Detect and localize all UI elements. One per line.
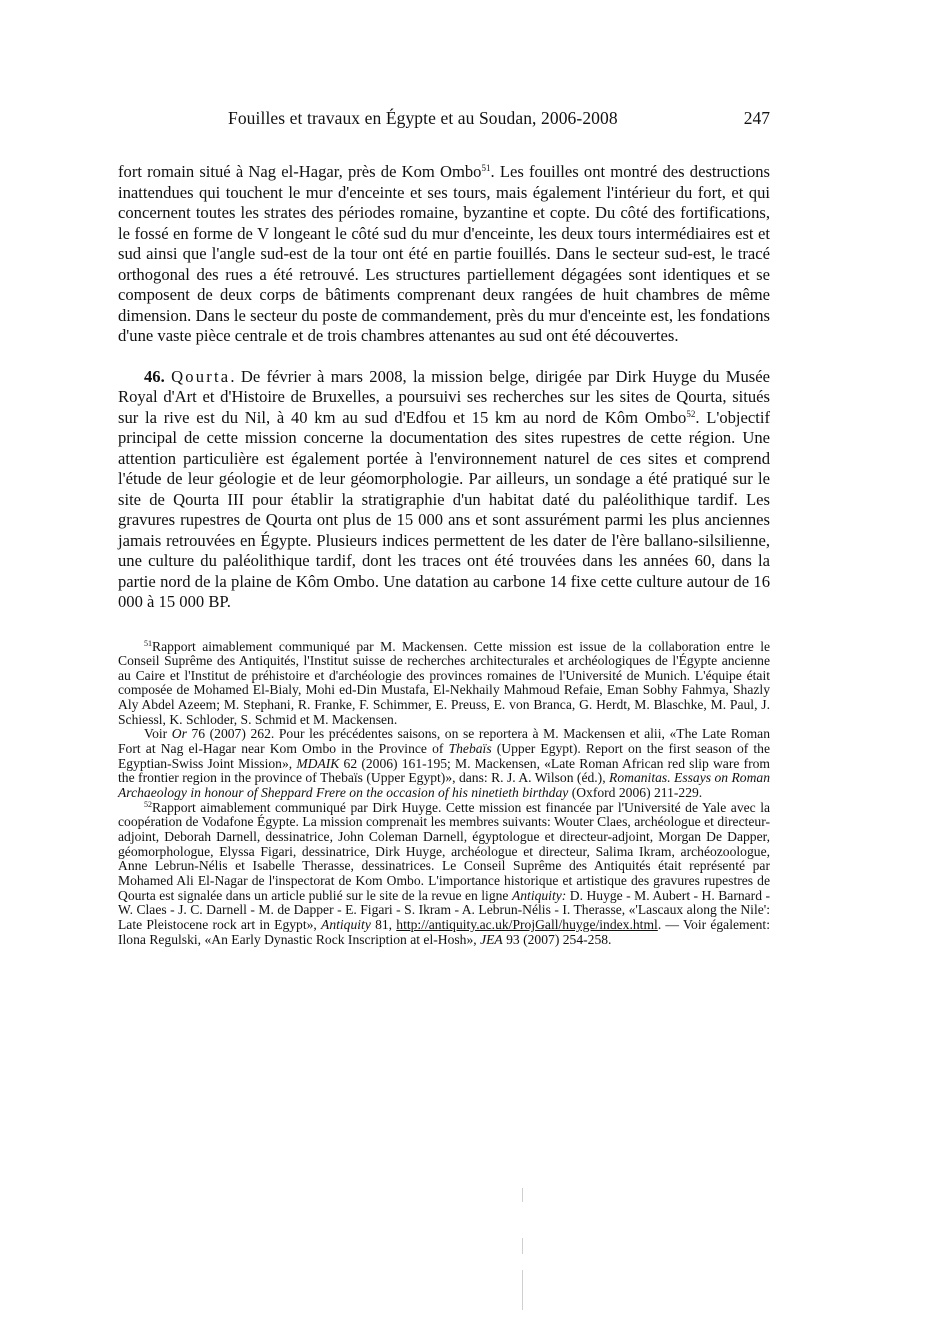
footnote-text: Rapport aimablement communiqué par Dirk Huyge. Cette mission est financée par l'Université de Yale avec la coopération de Vodafone Égypte. La mission comprenait les membres suivants: Wouter Claes, archéologue et directeur-adjoint, Deborah Darnell, dessinatrice, John Coleman Darnell, égyptologue et directeur-adjoint, Morgan De Dapper, géomorphologue, Elyssa Figari, dessinatrice, Dirk Huyge, archéologue et directeur, Salima Ikram, archéozoologue, Anne Lebrun-Nélis et Isabelle Therasse, dessinatrices. Le Conseil Suprême des Antiquités était représenté par Mohamed Ali El-Nagar de l'inspectorat de Kom Ombo. L'importance historique et artistique des gravures rupestres de Qourta est signalée dans un article publié sur le site de la revue en ligne: [118, 799, 770, 903]
body-text: [118, 162, 770, 613]
document-page: [118, 108, 770, 947]
journal-title: JEA: [480, 931, 503, 947]
footnote-51-references: [118, 727, 770, 800]
footnote-marker: 51: [144, 638, 152, 648]
footnote-text: (Oxford 2006) 211-229.: [568, 785, 703, 801]
paragraph-text: . L'objectif principal de cette mission concerne la documentation des sites rupestres de cette région. Une attention particulière est également portée à l'environnement naturel de ces sites et comprend l'étude de leur géologie et de leur géomorphologie. Par ailleurs, un sondage a été pratiqué sur le site de Qourta III pour établir la stratigraphie d'un habitat daté du paléolithique tardif. Les gravures rupestres de Qourta ont plus de 15 000 ans et sont assurément parmi les plus anciennes jamais retrouvées en Égypte. Plusieurs indices permettent de les dater de l'ère ballano-silsilienne, une culture du paléolithique tardif, dont les traces ont été trouvées dans les années 60, dans la partie nord de la plaine de Kôm Ombo. Une datation au carbone 14 fixe cette culture autour de 16 000 à 15 000 BP.: [118, 407, 771, 611]
footnote-text: 81,: [370, 916, 397, 932]
section-number: 46.: [144, 366, 165, 386]
scan-artifact: [522, 1188, 523, 1328]
book-title: Romanitas. Essays on Roman Archaeology in honour of Sheppard Frere on the occasion of his ninetieth birthday: [118, 770, 771, 801]
footnote-text: 62 (2006) 161-195; M. Mackensen, «Late Roman African red slip ware from the frontier region in the province of Thebaïs (Upper Egypt)», dans: R. J. A. Wilson (éd.),: [118, 755, 771, 786]
journal-title: Antiquity: [321, 916, 371, 932]
running-head: [118, 108, 770, 138]
footnote-52: [118, 801, 770, 948]
footnote-text: Rapport aimablement communiqué par M. Mackensen. Cette mission est issue de la collaboration entre le Conseil Suprême des Antiquités, l'Institut suisse de recherches architecturales et archéologiques de l'Égypte ancienne au Caire et l'Institut de préhistoire et d'archéologie des provinces romaines de l'Université de Munich. L'équipe était composée de Mohamed El-Bialy, Mohi ed-Din Mustafa, El-Nekhaily Mahmoud Refaie, Eman Sobhy Fahmya, Shazly Aly Abdel Azeem; M. Stephani, R. Franke, F. Schimmer, E. Preuss, E. von Branca, G. Herdt, M. Blaschke, M. Paul, J. Schiessl, K. Schloder, S. Schmid et M. Mackensen.: [118, 638, 770, 727]
footnote-marker: 52: [144, 799, 152, 809]
paragraph-qourta: [118, 367, 770, 613]
paragraph-text: fort romain situé à Nag el-Hagar, près de Kom Ombo: [118, 162, 482, 181]
footnotes: [118, 640, 770, 948]
section-place: Qourta: [171, 366, 231, 386]
running-title: Fouilles et travaux en Égypte et au Soudan, 2006-2008: [228, 108, 618, 128]
url-link[interactable]: http://antiquity.ac.uk/ProjGall/huyge/index.html: [396, 916, 658, 932]
journal-title: Or: [171, 726, 187, 742]
footnote-ref-51: 51: [481, 163, 491, 173]
footnote-text: (Upper Egypt). Report on the first season of the Egyptian-Swiss Joint Mission»,: [118, 741, 771, 771]
paragraph-text: . De février à mars 2008, la mission belge, dirigée par Dirk Huyge du Musée Royal d'Art et d'Histoire de Bruxelles, a poursuivi ses recherches sur les sites de Qourta, situés sur la rive est du Nil, à 40 km au sud d'Edfou et 15 km au nord de Kôm Ombo: [118, 366, 770, 427]
footnote-51: [118, 640, 770, 728]
journal-title: MDAIK: [296, 755, 340, 771]
footnote-ref-52: 52: [686, 408, 696, 419]
footnote-text: 93 (2007) 254-258.: [502, 931, 612, 947]
paragraph-text: . Les fouilles ont montré des destructions inattendues qui touchent le mur d'enceinte et ses tours, mais également l'intérieur du fort, et qui concernent toutes les strates des périodes romaine, byzantine et copte. Du côté des fortifications, le fossé en forme de V longeant le côté sud du mur d'enceinte, les deux tours intermédiaires est et sud ainsi que l'angle sud-est de la tour ont été en partie fouillés. Dans le secteur sud-est, le tracé orthogonal des rues a été retrouvé. Les structures partiellement dégagées sont identiques et se composent de deux corps de bâtiments comprenant deux rangées de huit chambres de même dimension. Dans le secteur du poste de commandement, près du mur d'enceinte est, les fondations d'une vaste pièce centrale et de trois chambres attenantes au sud ont été découvertes.: [118, 162, 770, 345]
footnote-text: Voir: [144, 726, 172, 742]
footnote-text: D. Huyge - M. Aubert - H. Barnard - W. Claes - J. C. Darnell - M. de Dapper - E. Figari - S. Ikram - A. Lebrun-Nélis - I. Therasse, «'Lascaux along the Nile': Late Pleistocene rock art in Egypt»,: [118, 887, 771, 932]
footnote-text: . — Voir également: Ilona Regulski, «An Early Dynastic Rock Inscription at el-Hosh»,: [118, 916, 770, 947]
paragraph-nag-el-hagar: [118, 162, 770, 347]
footnote-text: 76 (2007) 262. Pour les précédentes saisons, on se reportera à M. Mackensen et alii, «The Late Roman Fort at Nag el-Hagar near Kom Ombo in the Province of: [118, 726, 770, 757]
journal-title: Antiquity:: [511, 887, 567, 903]
italic-term: Thebaïs: [448, 741, 492, 757]
page-number: 247: [743, 108, 770, 128]
